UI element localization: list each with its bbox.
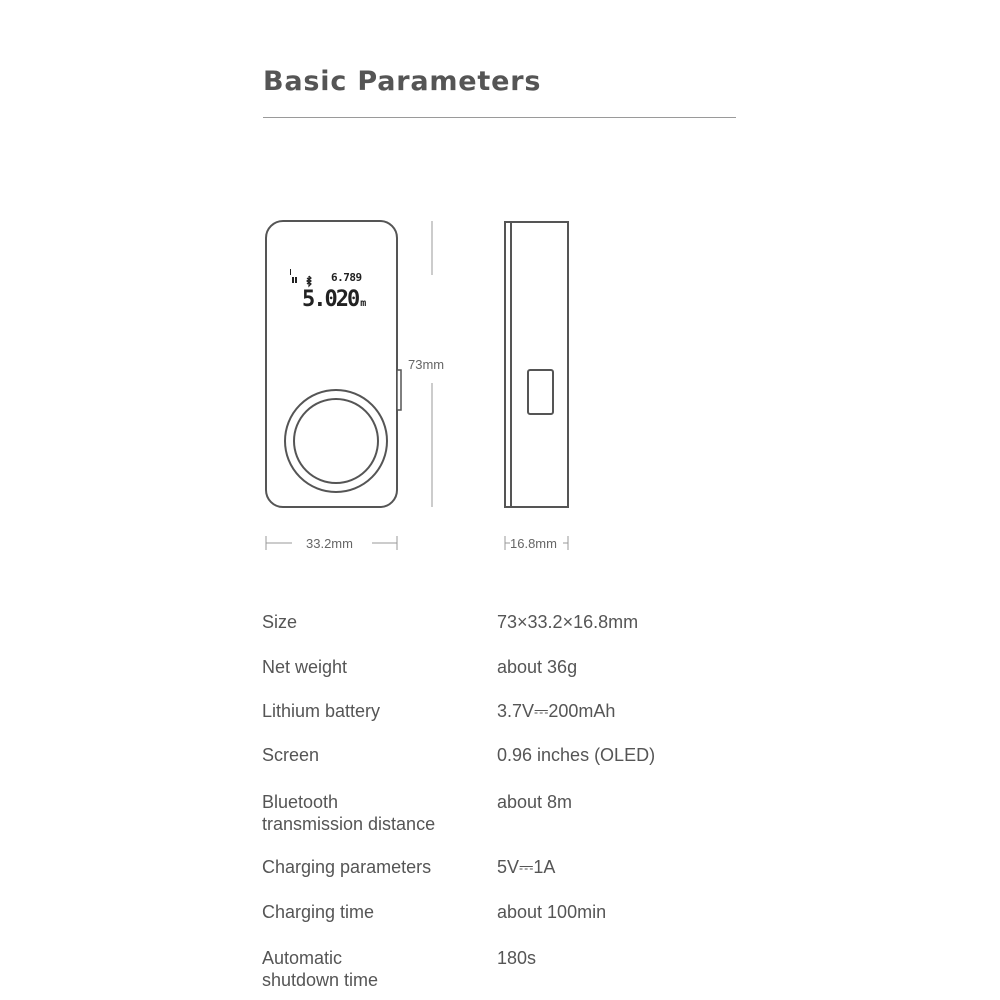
measure-button-center [294, 399, 378, 483]
spec-value: about 8m [497, 792, 573, 812]
height-label: 73mm [408, 357, 445, 372]
spec-value: 0.96 inches (OLED) [497, 745, 656, 765]
spec-value: 73×33.2×16.8mm [497, 612, 639, 632]
spec-label: Net weight [262, 657, 348, 677]
spec-label: Charging parameters [262, 857, 432, 877]
spec-value: 180s [497, 948, 537, 968]
spec-label: Screen [262, 745, 320, 765]
device-side-port [528, 370, 553, 414]
device-side-button [397, 370, 401, 410]
spec-label: Lithium battery [262, 701, 381, 721]
depth-label: 16.8mm [510, 536, 557, 551]
page-title: Basic Parameters [263, 66, 542, 97]
spec-value: about 100min [497, 902, 607, 922]
screen-main-value: 5.020 [302, 287, 359, 312]
screen-main-reading [302, 287, 366, 312]
spec-value: 3.7V⎓200mAh [497, 701, 616, 721]
spec-value: about 36g [497, 657, 578, 677]
spec-label: Automatic shutdown time [262, 948, 379, 990]
spec-value: 5V⎓1A [497, 857, 556, 877]
spec-label: Charging time [262, 902, 375, 922]
screen-unit: m [360, 298, 367, 309]
screen-secondary-reading: 6.789 [331, 271, 362, 284]
spec-label: Bluetooth transmission distance [262, 792, 436, 834]
spec-label: Size [262, 612, 298, 632]
device-side-body [505, 222, 568, 507]
width-label: 33.2mm [306, 536, 353, 551]
